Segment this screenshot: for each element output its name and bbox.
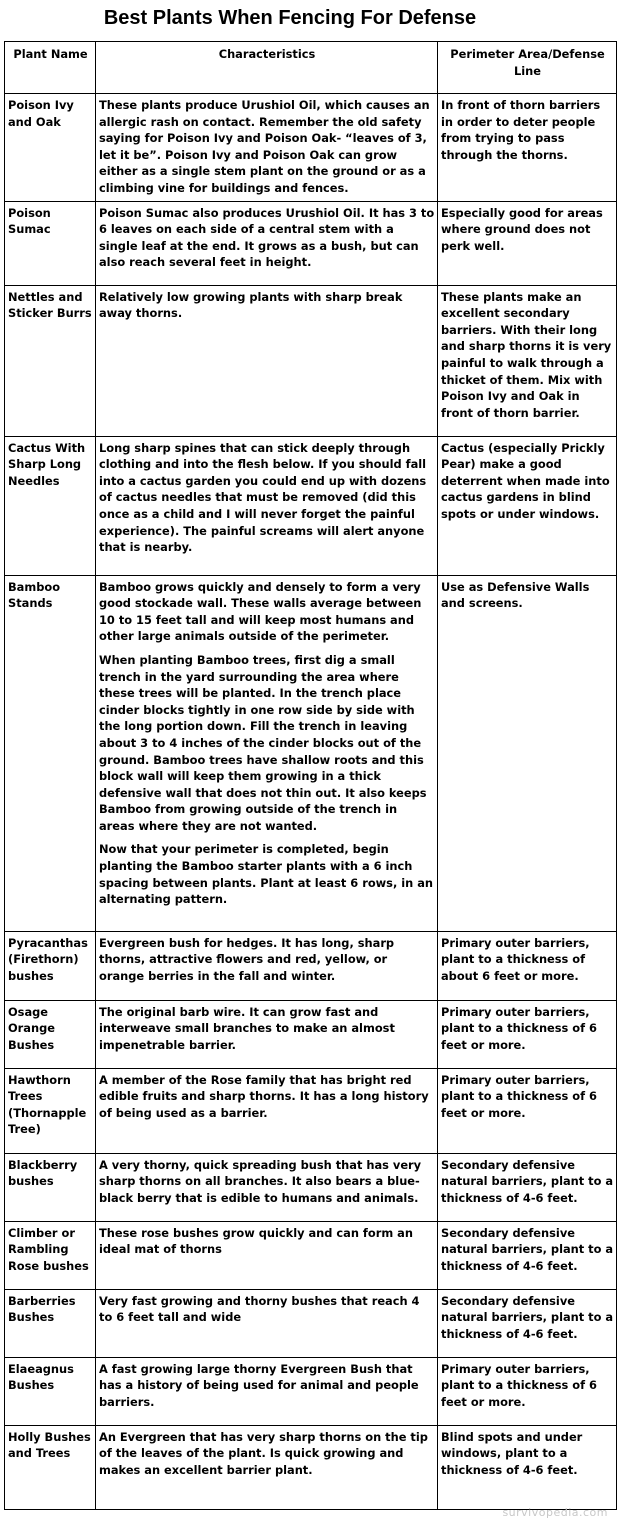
plant-name-cell: Blackberry bushes — [5, 1153, 96, 1221]
header-perimeter: Perimeter Area/Defense Line — [438, 42, 617, 94]
plant-name-cell: Elaeagnus Bushes — [5, 1357, 96, 1425]
table-row — [5, 1068, 617, 1153]
perimeter-cell: Especially good for areas where ground does not perk well. — [438, 201, 617, 285]
table-row — [5, 1357, 617, 1425]
plant-name-cell: Cactus With Sharp Long Needles — [5, 436, 96, 575]
perimeter-cell: In front of thorn barriers in order to deter people from trying to pass through the thorns. — [438, 94, 617, 202]
table-header-row — [5, 42, 617, 94]
perimeter-cell: Secondary defensive natural barriers, plant to a thickness of 4-6 feet. — [438, 1289, 617, 1357]
perimeter-cell: Cactus (especially Prickly Pear) make a good deterrent when made into cactus gardens in blind spots or under windows. — [438, 436, 617, 575]
characteristics-cell — [96, 1068, 438, 1153]
characteristics-paragraph: Poison Sumac also produces Urushiol Oil. It has 3 to 6 leaves on each side of a central stem with a single leaf at the end. It grows as a bush, but can also reach several feet in height. — [99, 205, 435, 270]
characteristics-cell — [96, 1153, 438, 1221]
plant-name-cell: Poison Ivy and Oak — [5, 94, 96, 202]
header-characteristics: Characteristics — [96, 42, 438, 94]
characteristics-paragraph: When planting Bamboo trees, first dig a small trench in the yard surrounding the area where these trees will be planted. In the trench place cinder blocks tightly in one row side by side with the long portion down. Fill the trench in leaving about 3 to 4 inches of the cinder blocks out of the ground. Bamboo trees have shallow roots and this block wall will keep them growing in a thick defensive wall that does not thin out. It also keeps Bamboo from growing outside of the trench in areas where they are not wanted. — [99, 652, 427, 833]
characteristics-paragraph: Now that your perimeter is completed, begin planting the Bamboo starter plants with a 6 inch spacing between plants. Plant at least 6 rows, in an alternating pattern. — [99, 842, 434, 907]
table-row — [5, 285, 617, 436]
characteristics-cell — [96, 1357, 438, 1425]
plant-name-cell: Pyracanthas (Firethorn) bushes — [5, 931, 96, 1000]
characteristics-cell — [96, 575, 438, 931]
characteristics-cell — [96, 1425, 438, 1509]
plant-name-cell: Barberries Bushes — [5, 1289, 96, 1357]
perimeter-cell: Use as Defensive Walls and screens. — [438, 575, 617, 931]
plant-name-cell: Poison Sumac — [5, 201, 96, 285]
perimeter-cell: Blind spots and under windows, plant to a thickness of 4-6 feet. — [438, 1425, 617, 1509]
header-plant-name: Plant Name — [5, 42, 96, 94]
characteristics-cell — [96, 1289, 438, 1357]
plants-table — [4, 41, 617, 1510]
table-row — [5, 94, 617, 202]
plant-name-cell: Nettles and Sticker Burrs — [5, 285, 96, 436]
characteristics-paragraph: Bamboo grows quickly and densely to form a very good stockade wall. These walls average between 10 to 15 feet tall and will keep most humans and other large animals outside of the perimeter. — [99, 579, 422, 644]
table-row — [5, 575, 617, 931]
characteristics-paragraph: A very thorny, quick spreading bush that has very sharp thorns on all branches. It also bears a blue-black berry that is edible to humans and animals. — [99, 1157, 422, 1205]
plant-name-cell: Holly Bushes and Trees — [5, 1425, 96, 1509]
plant-name-cell: Climber or Rambling Rose bushes — [5, 1221, 96, 1289]
characteristics-paragraph: A member of the Rose family that has bright red edible fruits and sharp thorns. It has a long history of being used as a barrier. — [99, 1072, 429, 1120]
characteristics-paragraph: A fast growing large thorny Evergreen Bush that has a history of being used for animal and people barriers. — [99, 1361, 419, 1409]
perimeter-cell: These plants make an excellent secondary barriers. With their long and sharp thorns it is very painful to walk through a thicket of them. Mix with Poison Ivy and Oak in front of thorn barrier. — [438, 285, 617, 436]
plant-name-cell: Hawthorn Trees (Thornapple Tree) — [5, 1068, 96, 1153]
characteristics-cell — [96, 1221, 438, 1289]
characteristics-cell — [96, 285, 438, 436]
table-row — [5, 1221, 617, 1289]
perimeter-cell: Primary outer barriers, plant to a thickness of 6 feet or more. — [438, 1357, 617, 1425]
characteristics-cell — [96, 436, 438, 575]
characteristics-paragraph: Relatively low growing plants with sharp break away thorns. — [99, 289, 403, 321]
characteristics-paragraph: Evergreen bush for hedges. It has long, sharp thorns, attractive flowers and red, yellow, or orange berries in the fall and winter. — [99, 935, 395, 983]
table-row — [5, 201, 617, 285]
perimeter-cell: Secondary defensive natural barriers, plant to a thickness of 4-6 feet. — [438, 1221, 617, 1289]
characteristics-cell — [96, 201, 438, 285]
table-row — [5, 1289, 617, 1357]
plant-name-cell: Osage Orange Bushes — [5, 1000, 96, 1068]
table-row — [5, 1000, 617, 1068]
characteristics-paragraph: An Evergreen that has very sharp thorns on the tip of the leaves of the plant. Is quick growing and makes an excellent barrier plant. — [99, 1429, 428, 1477]
characteristics-paragraph: These plants produce Urushiol Oil, which causes an allergic rash on contact. Remember the old safety saying for Poison Ivy and Poison Oak- “leaves of 3, let it be”. Poison Ivy and Poison Oak can grow either as a single stem plant on the ground or as a climbing vine for buildings and fences. — [99, 98, 430, 195]
table-row — [5, 436, 617, 575]
source-watermark: survivopedia.com — [502, 1506, 608, 1519]
perimeter-cell: Primary outer barriers, plant to a thickness of 6 feet or more. — [438, 1068, 617, 1153]
plant-name-cell: Bamboo Stands — [5, 575, 96, 931]
table-row — [5, 1153, 617, 1221]
characteristics-cell — [96, 94, 438, 202]
characteristics-cell — [96, 1000, 438, 1068]
table-body — [5, 94, 617, 1510]
table-row — [5, 931, 617, 1000]
perimeter-cell: Primary outer barriers, plant to a thickness of 6 feet or more. — [438, 1000, 617, 1068]
characteristics-paragraph: The original barb wire. It can grow fast and interweave small branches to make an almost impenetrable barrier. — [99, 1004, 395, 1052]
characteristics-paragraph: Long sharp spines that can stick deeply through clothing and into the flesh below. If you should fall into a cactus garden you could end up with dozens of cactus needles that must be removed (did this once as a child and I will never forget the painful experience). The painful screams will alert anyone that is nearby. — [99, 440, 427, 555]
perimeter-cell: Secondary defensive natural barriers, plant to a thickness of 4-6 feet. — [438, 1153, 617, 1221]
characteristics-cell — [96, 931, 438, 1000]
characteristics-paragraph: These rose bushes grow quickly and can form an ideal mat of thorns — [99, 1225, 413, 1257]
perimeter-cell: Primary outer barriers, plant to a thickness of about 6 feet or more. — [438, 931, 617, 1000]
table-row — [5, 1425, 617, 1509]
characteristics-paragraph: Very fast growing and thorny bushes that reach 4 to 6 feet tall and wide — [99, 1293, 420, 1325]
page-title: Best Plants When Fencing For Defense — [103, 7, 477, 29]
